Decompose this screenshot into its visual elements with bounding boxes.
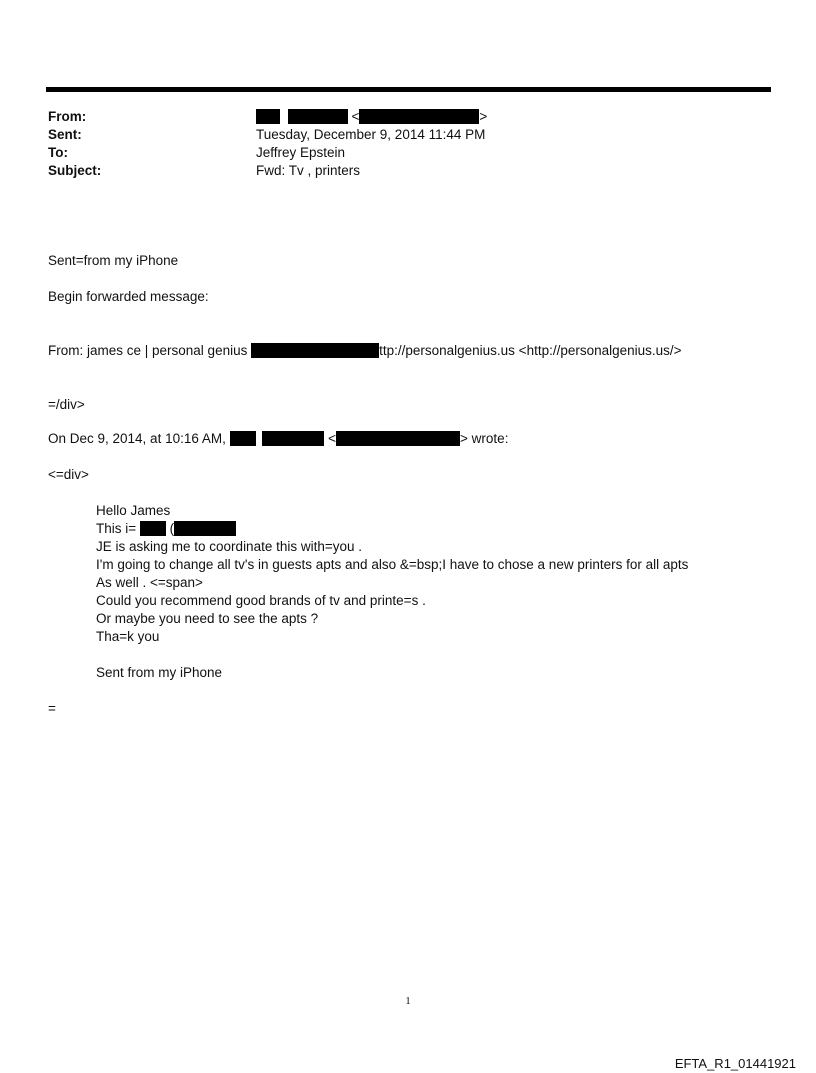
redaction-block [288, 109, 348, 124]
from-gt: > [479, 109, 488, 124]
quoted-line: JE is asking me to coordinate this with=you . [96, 539, 363, 554]
this-is-text: This i= [96, 521, 140, 536]
to-row [48, 144, 748, 162]
subject-value: Fwd: Tv , printers [256, 163, 361, 178]
subject-label: Subject: [48, 163, 102, 178]
email-header [48, 108, 748, 180]
header-rule [46, 87, 771, 92]
trailing-equals: = [48, 701, 56, 716]
redaction-block [359, 109, 479, 124]
from-lt: < [351, 109, 360, 124]
quoted-line: Or maybe you need to see the apts ? [96, 611, 319, 626]
sent-from-line: Sent=from my iPhone [48, 253, 179, 268]
redaction-block [140, 521, 166, 536]
to-label: To: [48, 145, 68, 160]
on-date-suffix: > wrote: [460, 431, 509, 446]
from-value [256, 108, 487, 126]
quoted-line: Hello James [96, 503, 171, 518]
quoted-spacer [96, 646, 688, 664]
forwarded-from-line [48, 342, 682, 360]
redaction-block [256, 109, 280, 124]
sent-row [48, 126, 748, 144]
quoted-line: Could you recommend good brands of tv and printe=s . [96, 593, 426, 608]
redaction-block [336, 431, 460, 446]
from-row [48, 108, 748, 126]
sent-value: Tuesday, December 9, 2014 11:44 PM [256, 127, 486, 142]
quoted-line: Sent from my iPhone [96, 665, 223, 680]
quoted-line: As well . <=span> [96, 575, 203, 590]
div-open-line: <=div> [48, 467, 89, 482]
begin-forwarded-line: Begin forwarded message: [48, 289, 209, 304]
sent-label: Sent: [48, 127, 82, 142]
on-date-prefix: On Dec 9, 2014, at 10:16 AM, [48, 431, 230, 446]
subject-row [48, 162, 748, 180]
to-value: Jeffrey Epstein [256, 145, 346, 160]
redaction-block [251, 343, 379, 358]
on-date-line [48, 430, 508, 448]
this-is-paren: ( [165, 521, 175, 536]
forwarded-from-suffix: ttp://personalgenius.us <http://personalgenius.us/> [379, 343, 682, 358]
redaction-block [230, 431, 256, 446]
quoted-line [96, 520, 688, 538]
redaction-block [174, 521, 236, 536]
quoted-message [96, 502, 688, 682]
page-number: 1 [405, 995, 411, 1007]
forwarded-from-prefix: From: james ce | personal genius [48, 343, 252, 358]
from-label: From: [48, 109, 87, 124]
on-date-lt: < [328, 431, 337, 446]
quoted-line: I'm going to change all tv's in guests apts and also &=bsp;I have to chose a new printers for all apts [96, 557, 689, 572]
redaction-block [262, 431, 324, 446]
bates-number: EFTA_R1_01441921 [674, 1056, 796, 1071]
quoted-line: Tha=k you [96, 629, 160, 644]
div-close-line: =/div> [48, 397, 85, 412]
